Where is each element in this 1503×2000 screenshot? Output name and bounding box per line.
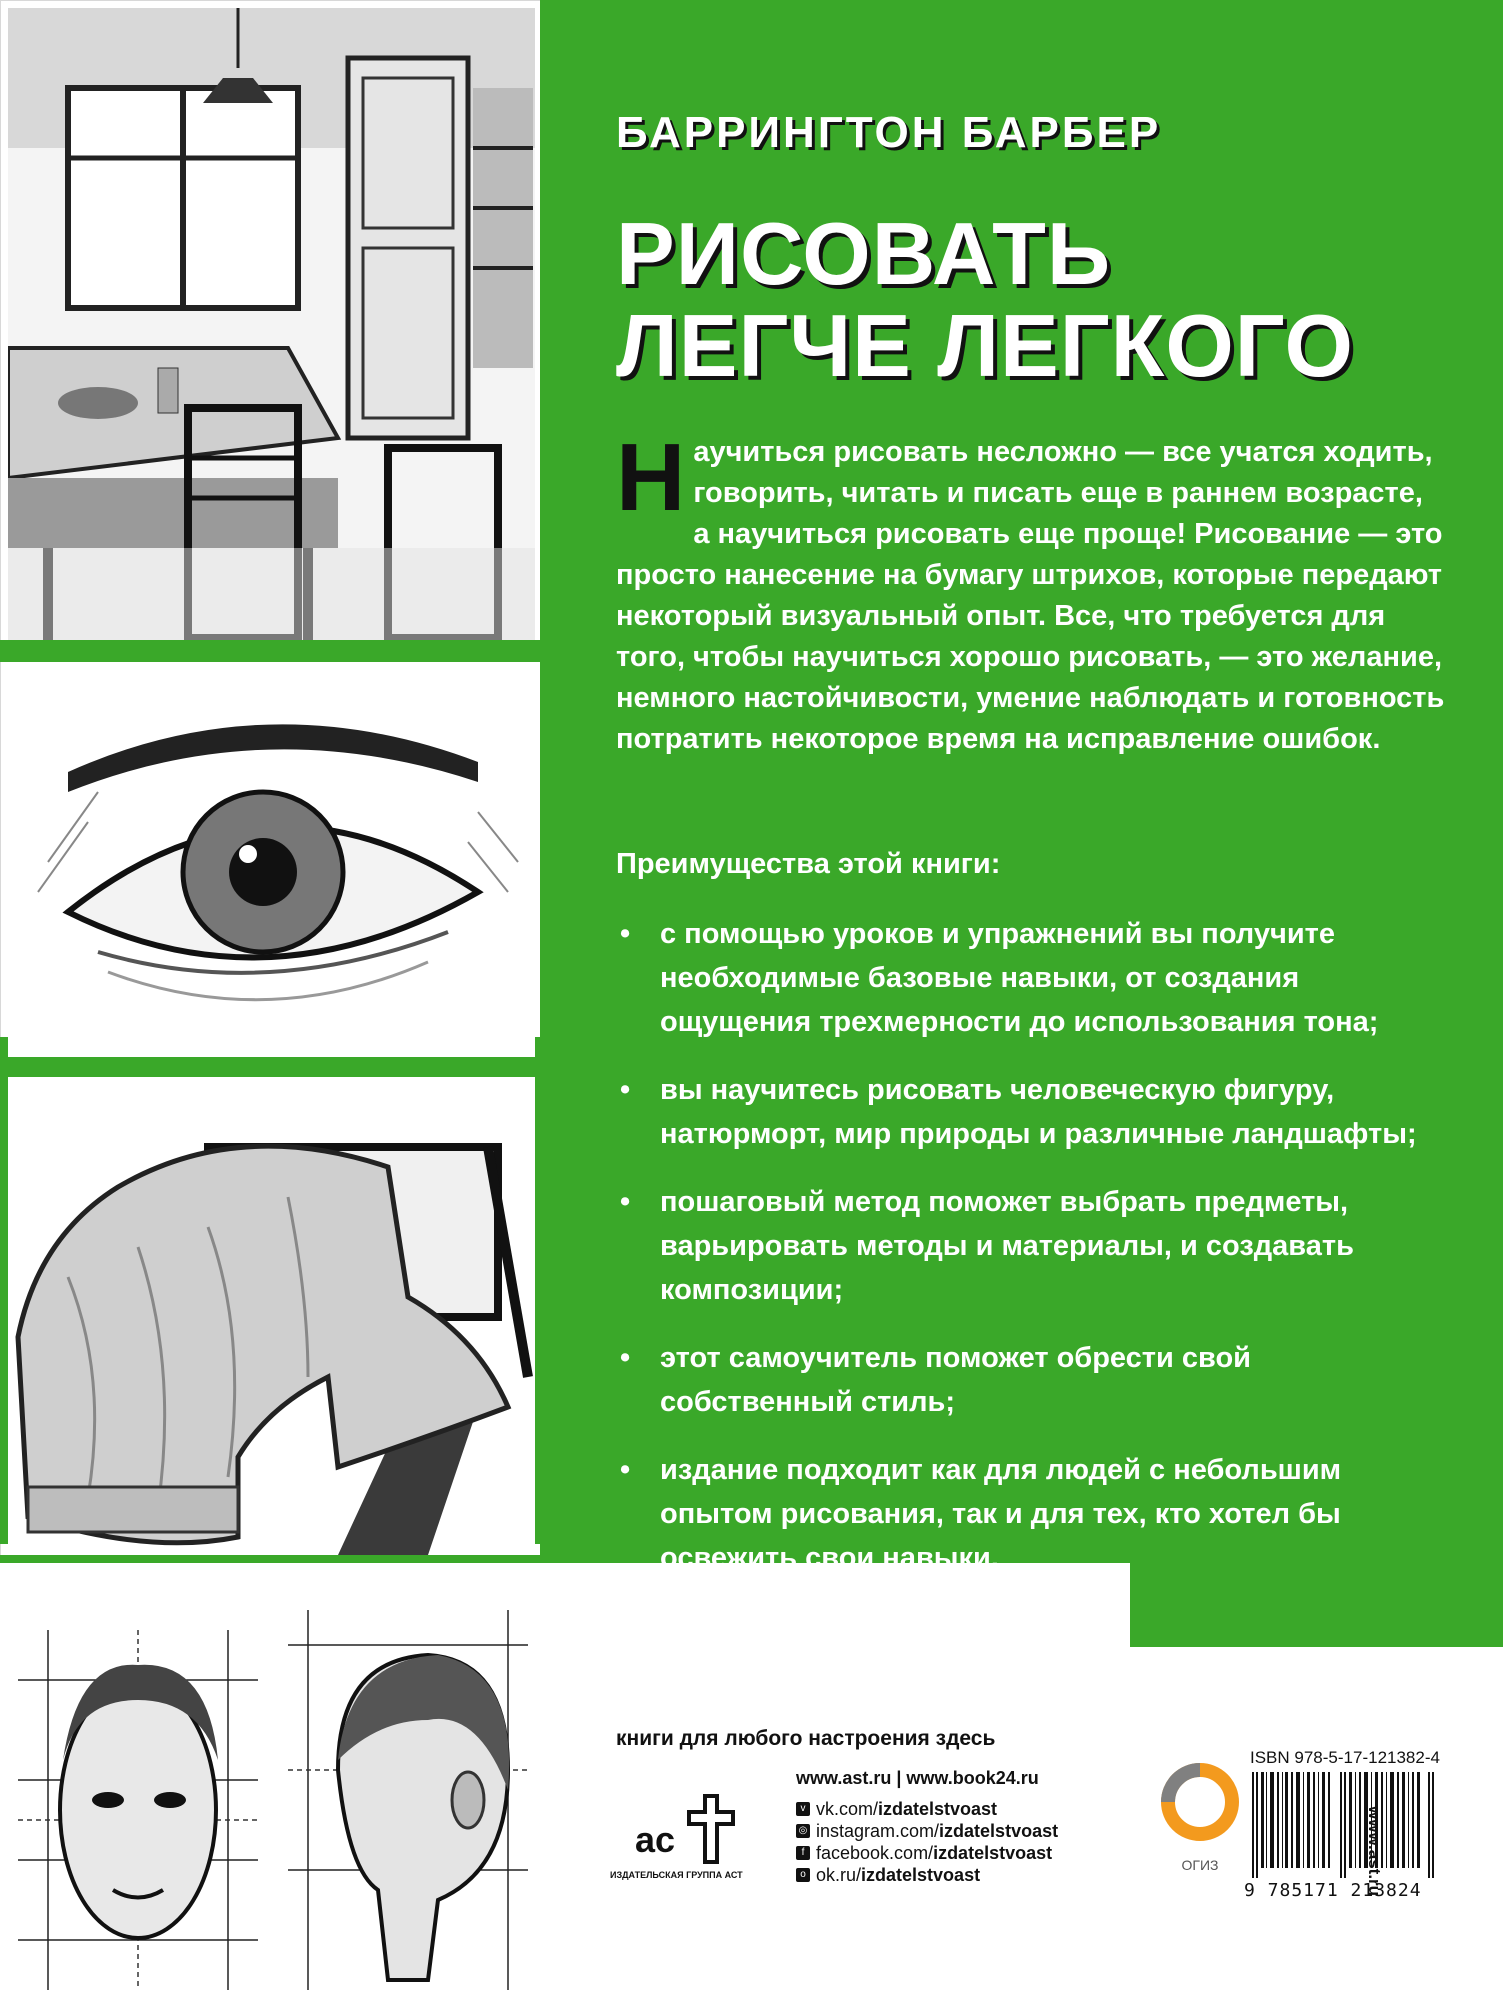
social-handle: izdatelstvoast [933,1843,1053,1863]
vk-icon: v [796,1802,810,1816]
book-title [616,204,1354,395]
ast-logo-icon [625,1788,755,1868]
publisher-name: ИЗДАТЕЛЬСКАЯ ГРУППА АСТ [610,1870,743,1880]
benefit-item: • этот самоучитель поможет обрести свой собственный стиль; [620,1336,1440,1424]
ogiz-logo [1160,1762,1240,1872]
benefit-item: • с помощью уроков и упражнений вы получите необходимые базовые навыки, от создания ощущения трехмерности до использования тона; [620,912,1440,1044]
social-links [796,1798,1058,1886]
social-handle: izdatelstvoast [861,1865,981,1885]
author-name: БАРРИНГТОН БАРБЕР [616,108,1162,157]
instagram-icon: ◎ [796,1824,810,1838]
social-link-vk[interactable] [796,1798,1058,1820]
room-sketch [8,8,535,640]
social-link-facebook[interactable] [796,1842,1058,1864]
barcode-icon [1250,1772,1450,1878]
eye-sketch [8,662,535,1057]
illustration-room [8,8,535,640]
social-prefix: ok.ru/ [816,1865,862,1885]
book-title-line: РИСОВАТЬ [616,204,1112,303]
ast-logo [625,1788,755,1868]
facebook-icon: f [796,1846,810,1860]
ogiz-label: ОГИЗ [1181,1857,1219,1873]
barcode-digits: 9 785171 213824 [1244,1880,1422,1901]
ast-logo-text: ас [635,1819,676,1860]
green-separator [0,1057,540,1077]
social-prefix: facebook.com/ [816,1843,934,1863]
isbn-number: ISBN 978-5-17-121382-4 [1250,1748,1440,1767]
benefits-list [620,912,1440,1604]
drop-cap: Н [616,424,686,531]
social-link-instagram[interactable] [796,1820,1058,1842]
benefit-item: • пошаговый метод поможет выбрать предметы, варьировать методы и материалы, и создавать композиции; [620,1180,1440,1312]
benefits-heading: Преимущества этой книги: [616,848,1001,880]
slogan: книги для любого настроения здесь [616,1727,996,1750]
sweater-sketch [8,1077,535,1555]
social-link-ok[interactable] [796,1864,1058,1886]
illustration-eye [8,662,535,1057]
illustration-sweater-chair [8,1077,535,1555]
heads-sketch [8,1570,548,2000]
benefit-item: • издание подходит как для людей с небольшим опытом рисования, так и для тех, кто хотел бы освежить свои навыки. [620,1448,1440,1580]
green-separator [0,640,540,662]
social-prefix: instagram.com/ [816,1821,940,1841]
social-prefix: vk.com/ [816,1799,879,1819]
benefit-item: • вы научитесь рисовать человеческую фигуру, натюрморт, мир природы и различные ландшафты; [620,1068,1440,1156]
barcode [1250,1772,1450,1878]
intro-text: аучиться рисовать несложно — все учатся ходить, говорить, читать и писать еще в раннем возрасте, а научиться рисовать еще проще! Рисование — это просто нанесение на бумагу штрихов, которые передают некоторый визуальный опыт. Все, что требуется для того, чтобы научиться хорошо рисовать, — это желание, немного настойчивости, умение наблюдать и готовность потратить некоторое время на исправление ошибок. [616,436,1445,755]
illustration-heads [8,1570,548,2000]
social-handle: izdatelstvoast [878,1799,998,1819]
websites[interactable]: www.ast.ru | www.book24.ru [796,1768,1039,1788]
book-title-line: ЛЕГЧЕ ЛЕГКОГО [616,296,1354,395]
ogiz-logo-icon [1160,1762,1240,1842]
intro-paragraph [616,424,1446,760]
social-handle: izdatelstvoast [939,1821,1059,1841]
side-website[interactable]: www.ast.ru [1365,1806,1384,1897]
odnoklassniki-icon: o [796,1868,810,1882]
